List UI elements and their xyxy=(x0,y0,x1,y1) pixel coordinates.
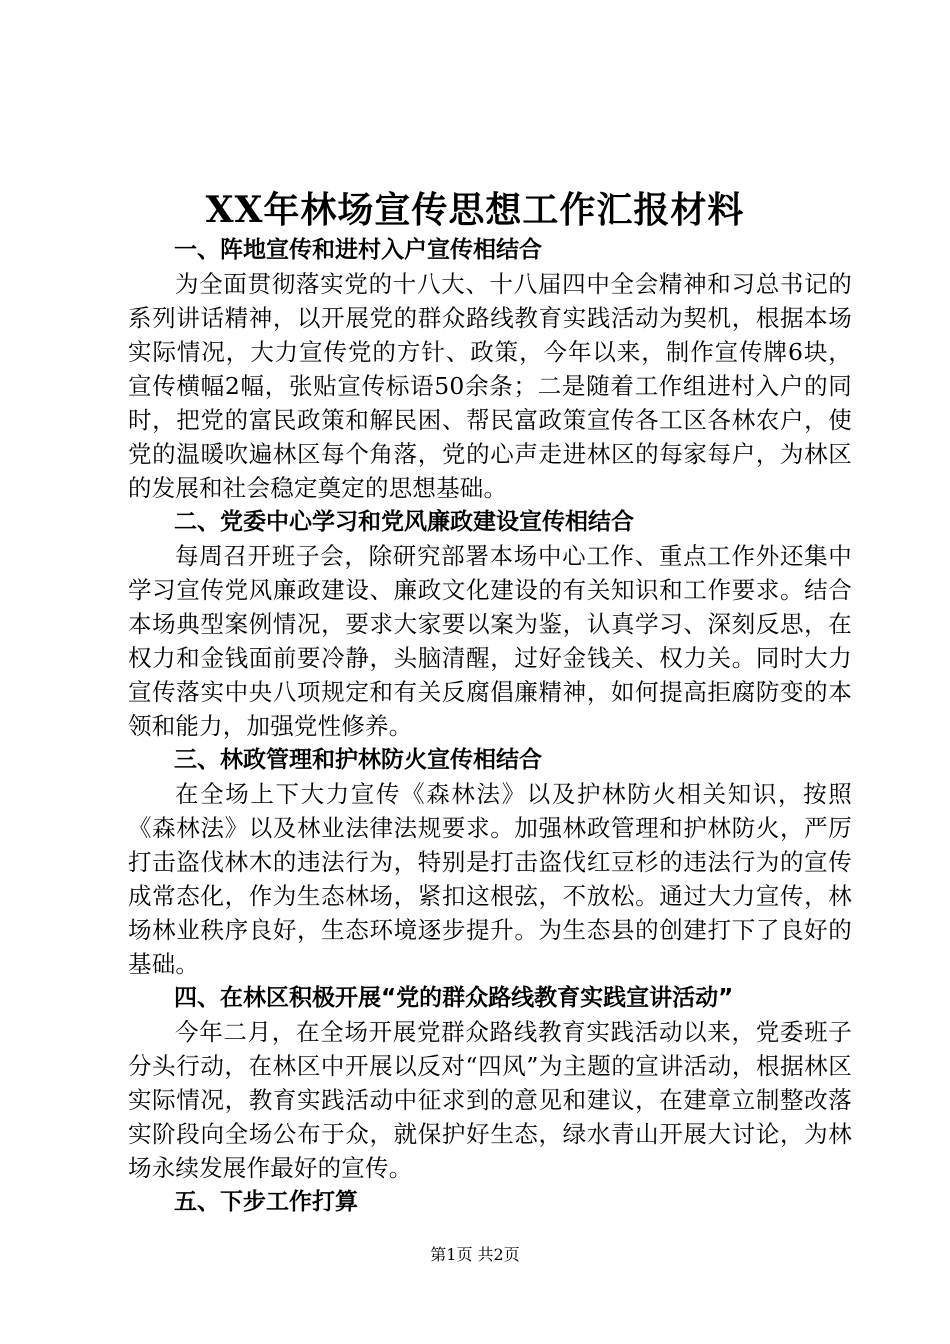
section-paragraph-1: 为全面贯彻落实党的十八大、十八届四中全会精神和习总书记的系列讲话精神，以开展党的群众路线教育实践活动为契机，根据本场实际情况，大力宣传党的方针、政策，今年以来，制作宣传牌6块，宣传横幅2幅，张贴宣传标语50余条；二是随着工作组进村入户的同时，把党的富民政策和解民困、帮民富政策宣传各工区各林农户，使党的温暖吹遍林区每个角落，党的心声走进林区的每家每户，为林区的发展和社会稳定奠定的思想基础。 xyxy=(128,270,852,502)
section-heading-3: 三、林政管理和护林防火宣传相结合 xyxy=(174,747,542,773)
document-body xyxy=(128,233,852,1219)
section-heading-2: 二、党委中心学习和党风廉政建设宣传相结合 xyxy=(174,509,634,535)
section-heading-1: 一、阵地宣传和进村入户宣传相结合 xyxy=(174,237,542,263)
section-paragraph-3: 在全场上下大力宣传《森林法》以及护林防火相关知识，按照《森林法》以及林业法律法规要求。加强林政管理和护林防火，严厉打击盗伐林木的违法行为，特别是打击盗伐红豆杉的违法行为的宣传成常态化，作为生态林场，紧扣这根弦，不放松。通过大力宣传，林场林业秩序良好，生态环境逐步提升。为生态县的创建打下了良好的基础。 xyxy=(128,780,852,978)
section-heading-4: 四、在林区积极开展“党的群众路线教育实践宣讲活动” xyxy=(174,985,734,1011)
page-number-footer: 第1页 共2页 xyxy=(430,1245,520,1264)
section-paragraph-2: 每周召开班子会，除研究部署本场中心工作、重点工作外还集中学习宣传党风廉政建设、廉政文化建设的有关知识和工作要求。结合本场典型案例情况，要求大家要以案为鉴，认真学习、深刻反思，在权力和金钱面前要冷静，头脑清醒，过好金钱关、权力关。同时大力宣传落实中央八项规定和有关反腐倡廉精神，如何提高拒腐防变的本领和能力，加强党性修养。 xyxy=(128,542,852,740)
section-paragraph-4: 今年二月，在全场开展党群众路线教育实践活动以来，党委班子分头行动，在林区中开展以反对“四风”为主题的宣讲活动，根据林区实际情况，教育实践活动中征求到的意见和建议，在建章立制整改落实阶段向全场公布于众，就保护好生态，绿水青山开展大讨论，为林场永续发展作最好的宣传。 xyxy=(128,1018,852,1182)
section-heading-5: 五、下步工作打算 xyxy=(174,1189,358,1215)
document-title: XX年林场宣传思想工作汇报材料 xyxy=(205,189,745,231)
